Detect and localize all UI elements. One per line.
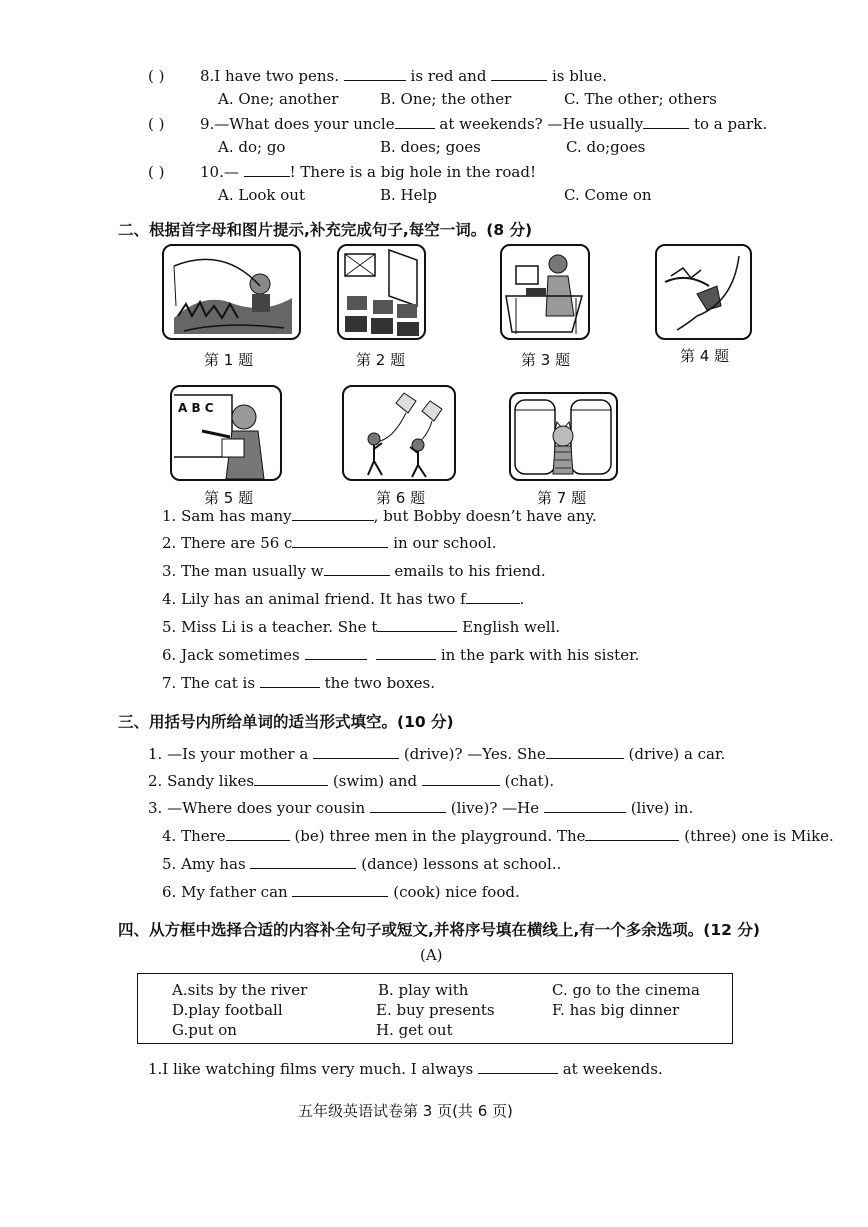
p2-sentence-2: 2. There are 56 c in our school. [162, 534, 497, 552]
box-option-f[interactable]: F. has big dinner [552, 1001, 680, 1019]
q8-option-b[interactable]: B. One; the other [380, 90, 512, 108]
p3-item-3: 3. —Where does your cousin (live)? —He (live) in. [148, 799, 694, 817]
box-option-d[interactable]: D.play football [172, 1001, 283, 1019]
answer-blank[interactable] [377, 617, 457, 632]
q9-option-c[interactable]: C. do;goes [566, 138, 646, 156]
answer-blank[interactable] [422, 771, 500, 786]
answer-blank[interactable] [250, 854, 356, 869]
box-option-h[interactable]: H. get out [376, 1021, 453, 1039]
board-letters: A B C [178, 401, 214, 415]
p2-sentence-6: 6. Jack sometimes in the park with his sister. [162, 646, 640, 664]
answer-blank[interactable] [254, 771, 328, 786]
caption-5: 第 5 题 [204, 489, 254, 507]
answer-paren[interactable]: ( ) [148, 163, 165, 181]
answer-blank[interactable] [643, 114, 689, 129]
section-2-heading: 二、根据首字母和图片提示,补充完成句子,每空一词。(8 分) [118, 221, 533, 239]
p3-item-6: 6. My father can (cook) nice food. [162, 883, 520, 901]
p2-sentence-5: 5. Miss Li is a teacher. She t English well. [162, 618, 561, 636]
picture-2-classroom [337, 244, 426, 340]
options-box [137, 973, 733, 1044]
q9-option-a[interactable]: A. do; go [218, 138, 286, 156]
caption-7: 第 7 题 [537, 489, 587, 507]
question-9: ( ) 9.—What does your uncle at weekends? —He usually to a park. [148, 115, 768, 133]
subsection-a-label: (A) [420, 946, 443, 964]
p4-question-1: 1.I like watching films very much. I always at weekends. [148, 1060, 663, 1078]
answer-blank[interactable] [376, 645, 436, 660]
p2-sentence-1: 1. Sam has many , but Bobby doesn’t have any. [162, 507, 597, 525]
box-option-c[interactable]: C. go to the cinema [552, 981, 700, 999]
picture-3-computer [500, 244, 590, 340]
q10-option-b[interactable]: B. Help [380, 186, 437, 204]
p3-item-5: 5. Amy has (dance) lessons at school.. [162, 855, 562, 873]
answer-paren[interactable]: ( ) [148, 67, 165, 85]
question-10: ( ) 10.— ! There is a big hole in the road! [148, 163, 536, 181]
answer-blank[interactable] [305, 645, 367, 660]
q8-option-a[interactable]: A. One; another [218, 90, 339, 108]
section-3-heading: 三、用括号内所给单词的适当形式填空。(10 分) [118, 713, 454, 731]
p3-item-2: 2. Sandy likes (swim) and (chat). [148, 772, 555, 790]
section-4-heading: 四、从方框中选择合适的内容补全句子或短文,并将序号填在横线上,有一个多余选项。(12 分) [118, 921, 760, 939]
p3-item-1: 1. —Is your mother a (drive)? —Yes. She (drive) a car. [148, 745, 726, 763]
picture-7-cat-boxes [509, 392, 618, 481]
q10-option-c[interactable]: C. Come on [564, 186, 652, 204]
answer-blank[interactable] [491, 66, 547, 81]
picture-5-teacher [170, 385, 282, 481]
page-footer: 五年级英语试卷第 3 页(共 6 页) [298, 1102, 513, 1120]
q9-option-b[interactable]: B. does; goes [380, 138, 481, 156]
caption-4: 第 4 题 [680, 347, 730, 365]
caption-2: 第 2 题 [356, 351, 406, 369]
p2-sentence-7: 7. The cat is the two boxes. [162, 674, 435, 692]
answer-blank[interactable] [546, 744, 624, 759]
picture-6-kites [342, 385, 456, 481]
caption-6: 第 6 题 [376, 489, 426, 507]
p2-sentence-4: 4. Lily has an animal friend. It has two f . [162, 590, 525, 608]
picture-4-bird-feet [655, 244, 752, 340]
q8-option-c[interactable]: C. The other; others [564, 90, 717, 108]
caption-3: 第 3 题 [521, 351, 571, 369]
q10-option-a[interactable]: A. Look out [218, 186, 305, 204]
answer-blank[interactable] [544, 798, 626, 813]
answer-blank[interactable] [226, 826, 290, 841]
caption-1: 第 1 题 [204, 351, 254, 369]
answer-blank[interactable] [260, 673, 320, 688]
answer-blank[interactable] [585, 826, 679, 841]
answer-blank[interactable] [244, 162, 290, 177]
answer-blank[interactable] [478, 1059, 558, 1074]
answer-blank[interactable] [344, 66, 406, 81]
answer-blank[interactable] [292, 533, 388, 548]
answer-blank[interactable] [292, 506, 374, 521]
box-option-a[interactable]: A.sits by the river [172, 981, 308, 999]
picture-1-fishing [162, 244, 301, 340]
answer-blank[interactable] [292, 882, 388, 897]
answer-paren[interactable]: ( ) [148, 115, 165, 133]
p3-item-4: 4. There (be) three men in the playground. The (three) one is Mike. [162, 827, 834, 845]
question-8: ( ) 8.I have two pens. is red and is blue. [148, 67, 607, 85]
answer-blank[interactable] [395, 114, 435, 129]
answer-blank[interactable] [324, 561, 390, 576]
box-option-e[interactable]: E. buy presents [376, 1001, 495, 1019]
answer-blank[interactable] [313, 744, 399, 759]
box-option-b[interactable]: B. play with [378, 981, 469, 999]
p2-sentence-3: 3. The man usually w emails to his friend. [162, 562, 546, 580]
box-option-g[interactable]: G.put on [172, 1021, 237, 1039]
answer-blank[interactable] [466, 589, 520, 604]
answer-blank[interactable] [370, 798, 446, 813]
